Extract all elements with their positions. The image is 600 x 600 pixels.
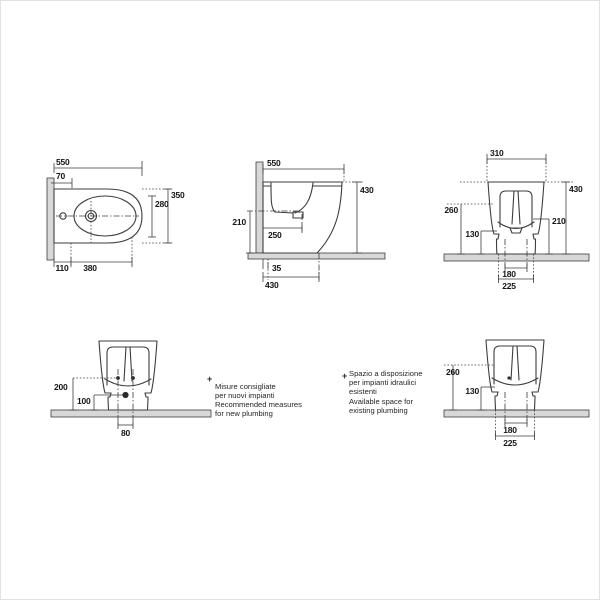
dim-plan-hole-span: 380 xyxy=(83,263,97,273)
drain-hole xyxy=(122,392,128,398)
dim-side-wall-gap: 35 xyxy=(272,263,282,273)
dim-rearnew-holes-height: 200 xyxy=(54,382,68,392)
wall-section xyxy=(47,178,54,260)
note-existing-plumbing xyxy=(342,369,422,415)
dim-front-width: 310 xyxy=(490,148,504,158)
dim-front-rim-height: 260 xyxy=(444,205,458,215)
dim-rearnew-holes-span: 80 xyxy=(120,428,131,438)
bidet-rear-outline xyxy=(486,340,544,410)
view-front xyxy=(444,148,589,291)
dim-rearexist-rim-height: 260 xyxy=(446,367,460,377)
note-line: Recommended measures xyxy=(215,400,302,409)
note-new-plumbing xyxy=(207,374,302,418)
dim-plan-bowl-depth: 280 xyxy=(155,199,169,209)
dim-side-drain-height: 210 xyxy=(232,217,246,227)
dim-front-height: 430 xyxy=(569,184,583,194)
dim-front-trap-height: 130 xyxy=(465,229,479,239)
note-line: Misure consigliate xyxy=(215,382,276,391)
note-line: for new plumbing xyxy=(215,409,273,418)
dim-front-leg-inner: 180 xyxy=(502,269,516,279)
note-line: per impianti idraulici xyxy=(349,378,417,387)
wall-section xyxy=(256,162,263,253)
view-rear-existing-plumbing xyxy=(444,340,589,448)
dim-rearnew-drain-height: 100 xyxy=(77,396,91,406)
view-top-plan xyxy=(47,157,185,273)
view-side-section xyxy=(232,158,385,290)
dim-rearexist-leg-outer: 225 xyxy=(503,438,517,448)
dim-front-leg-outer: 225 xyxy=(502,281,516,291)
dim-side-height: 430 xyxy=(360,185,374,195)
dim-plan-depth: 350 xyxy=(171,190,185,200)
floor-section xyxy=(444,410,589,417)
bidet-front-outline xyxy=(488,182,544,254)
dim-rearexist-leg-inner: 180 xyxy=(503,425,517,435)
note-line: esistenti xyxy=(349,387,377,396)
bidet-rear-outline xyxy=(99,341,157,410)
dim-rearexist-trap-height: 130 xyxy=(465,386,479,396)
note-line: Spazio a disposizione xyxy=(349,369,423,378)
dim-side-depth-floor: 430 xyxy=(265,280,279,290)
dim-plan-hole-offset: 110 xyxy=(55,263,69,273)
view-rear-new-plumbing xyxy=(51,341,211,438)
note-line: per nuovi impianti xyxy=(215,391,275,400)
note-line: existing plumbing xyxy=(349,406,408,415)
note-line: Available space for xyxy=(349,397,414,406)
floor-section xyxy=(51,410,211,417)
note-marker-plus: + xyxy=(207,374,213,384)
dim-plan-faucet-offset: 70 xyxy=(56,171,66,181)
note-marker-dot xyxy=(507,376,510,379)
dim-front-bowl-height: 210 xyxy=(552,216,566,226)
dim-side-drain-offset: 250 xyxy=(268,230,282,240)
floor-section xyxy=(444,254,589,261)
dim-side-width: 550 xyxy=(267,158,281,168)
note-marker-plus: + xyxy=(342,371,348,381)
dim-plan-width: 550 xyxy=(56,157,70,167)
drawing-canvas xyxy=(1,1,599,599)
floor-section xyxy=(248,253,385,259)
